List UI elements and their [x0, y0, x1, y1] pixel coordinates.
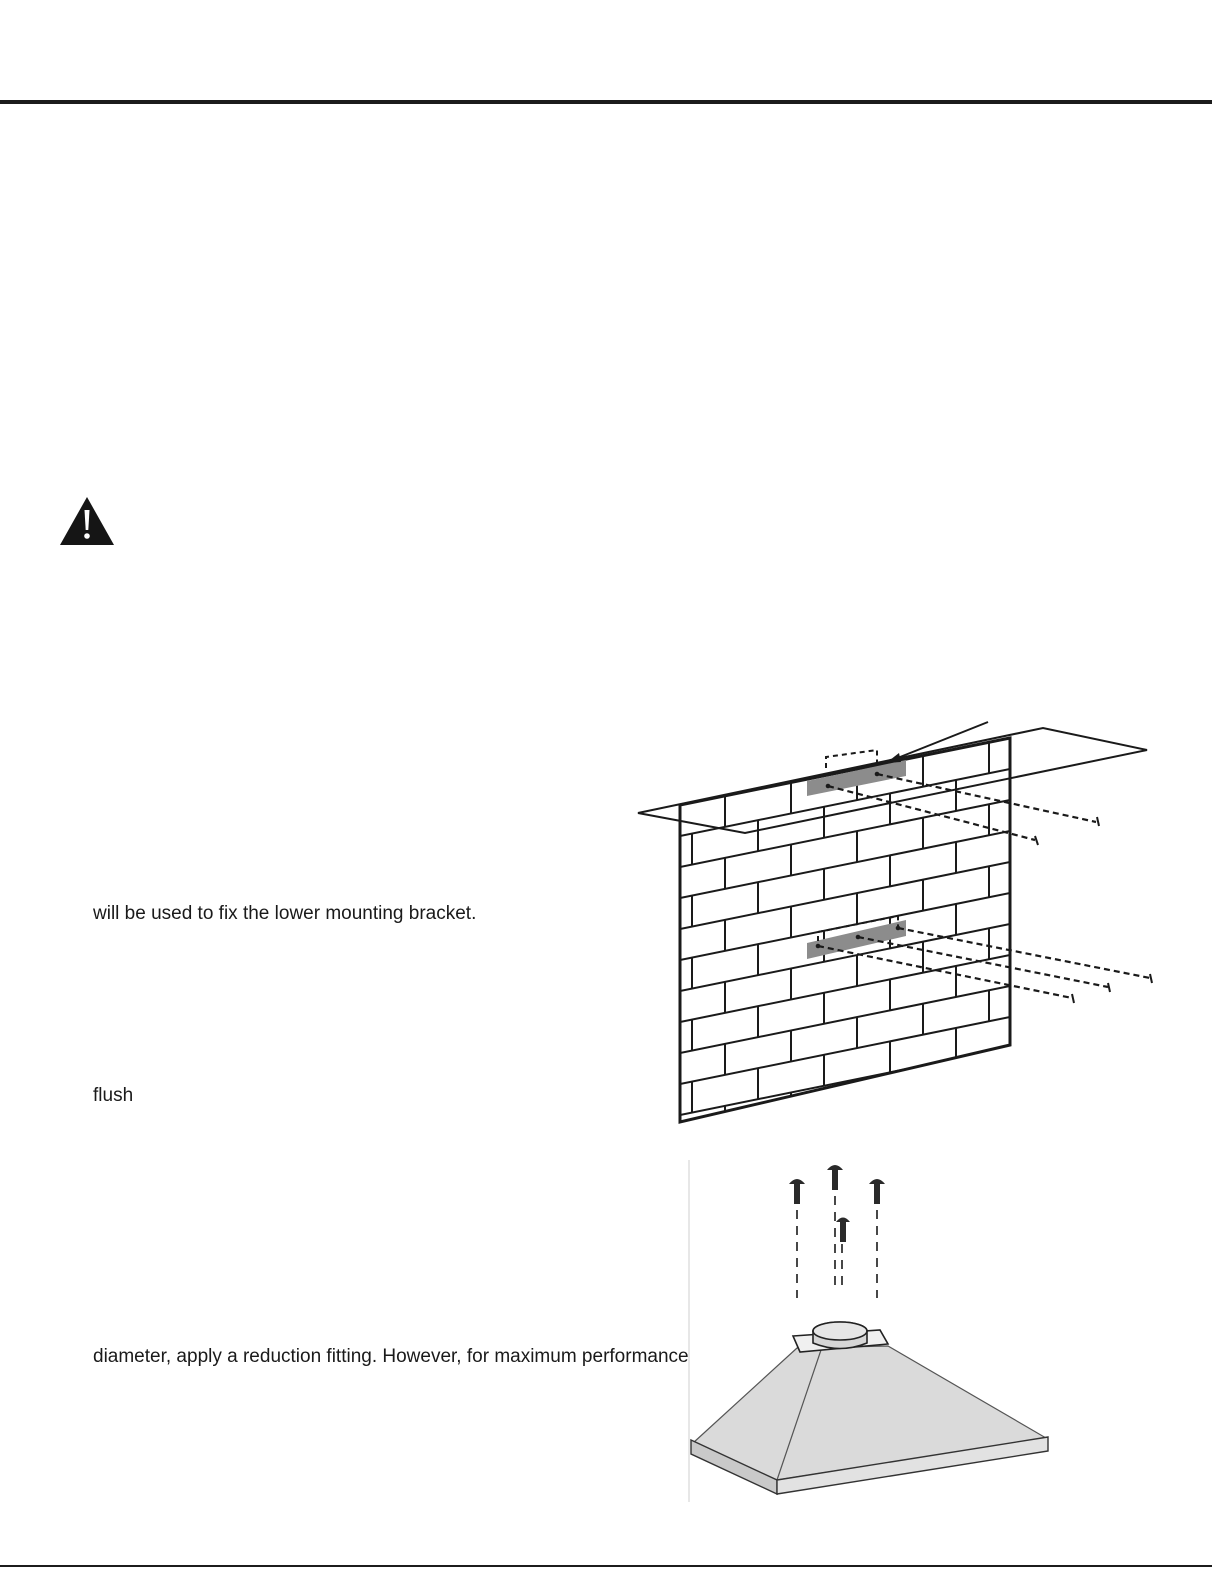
footer-rule	[0, 1565, 1212, 1567]
header-rule	[0, 100, 1212, 104]
text-lower-bracket: will be used to fix the lower mounting bracket.	[93, 903, 477, 924]
text-flush: flush	[93, 1085, 134, 1106]
brick-wall-bracket-mounting-illustration	[636, 720, 1156, 1126]
text-reduction-fitting: diameter, apply a reduction fitting. However, for maximum performance	[93, 1346, 689, 1367]
warning-triangle-icon	[59, 496, 115, 546]
range-hood-screw-installation-illustration	[686, 1158, 1052, 1504]
